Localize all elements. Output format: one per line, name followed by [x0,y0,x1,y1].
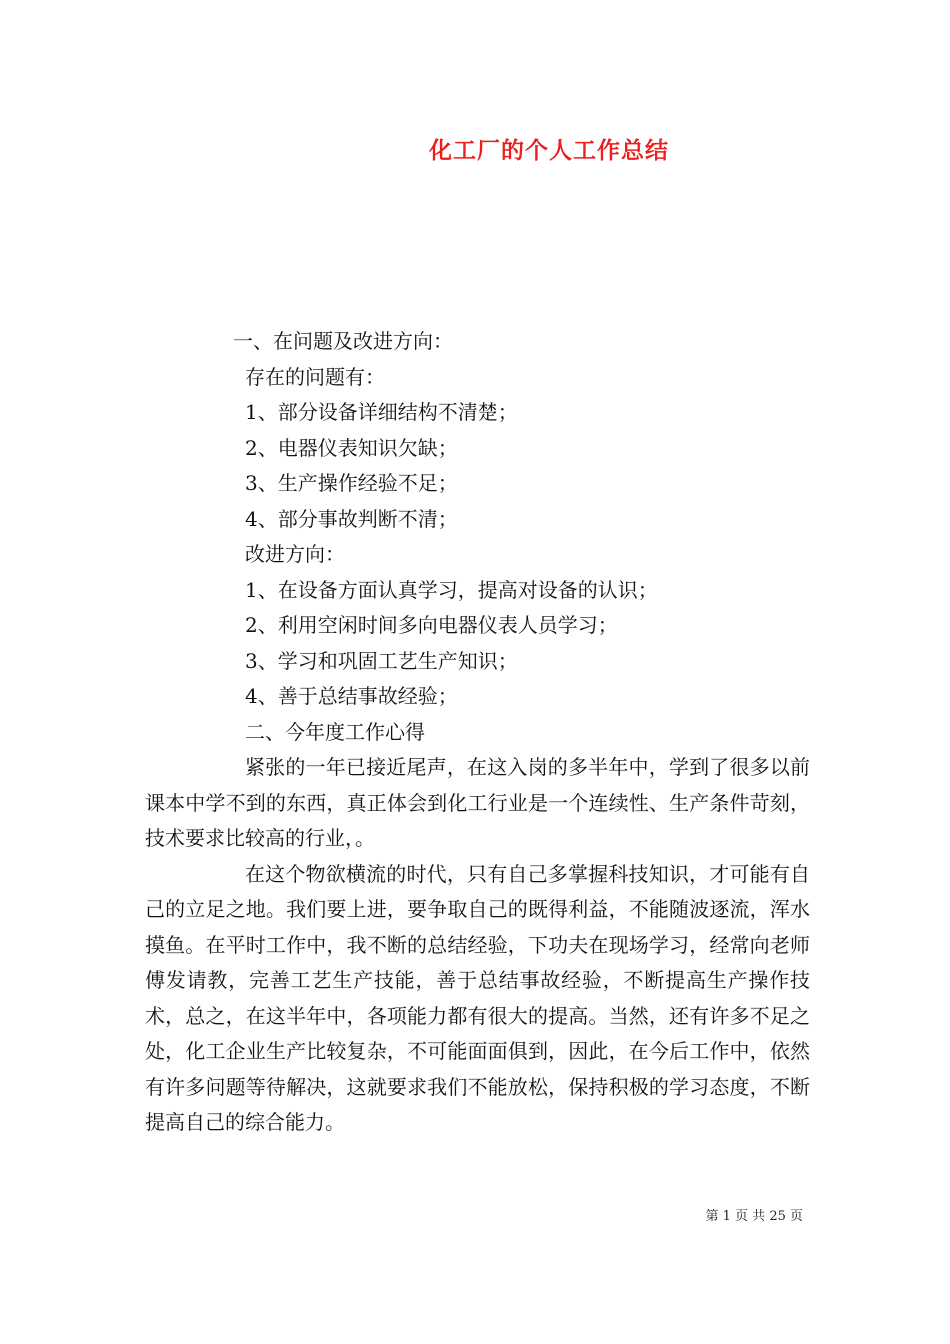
improvement-item-2: 2、利用空闲时间多向电器仪表人员学习； [245,613,618,637]
document-title: 化工厂的个人工作总结 [429,137,669,164]
document-body [145,324,810,1141]
problems-label: 存在的问题有： [245,364,385,389]
improvement-item-1: 1、在设备方面认真学习，提高对设备的认识； [245,577,658,602]
improvement-item-4: 4、善于总结事故经验； [245,684,458,708]
paragraph-1: 紧张的一年已接近尾声，在这入岗的多半年中，学到了很多以前课本中学不到的东西，真正体会到化工行业是一个连续性、生产条件苛刻，技术要求比较高的行业，。 [145,755,810,850]
page-footer: 第 1 页 共 25 页 [705,1209,803,1224]
problem-item-2: 2、电器仪表知识欠缺； [245,435,458,460]
problem-item-1: 1、部分设备详细结构不清楚； [245,400,518,424]
section-heading-experience: 二、今年度工作心得 [245,719,425,744]
paragraph-2: 在这个物欲横流的时代，只有自己多掌握科技知识，才可能有自己的立足之地。我们要上进，要争取自己的既得利益，不能随波逐流，浑水摸鱼。在平时工作中，我不断的总结经验，下功夫在现场学习，经常向老师傅发请教，完善工艺生产技能，善于总结事故经验，不断提高生产操作技术，总之，在这半年中，各项能力都有很大的提高。当然，还有许多不足之处，化工企业生产比较复杂，不可能面面俱到，因此，在今后工作中，依然有许多问题等待解决，这就要求我们不能放松，保持积极的学习态度，不断提高自己的综合能力。 [145,861,810,1134]
problem-item-3: 3、生产操作经验不足； [245,471,458,495]
problem-item-4: 4、部分事故判断不清； [245,506,458,531]
improvement-item-3: 3、学习和巩固工艺生产知识； [245,648,518,673]
improvement-label: 改进方向： [245,542,345,566]
section-heading-problems: 一、在问题及改进方向： [233,329,453,353]
